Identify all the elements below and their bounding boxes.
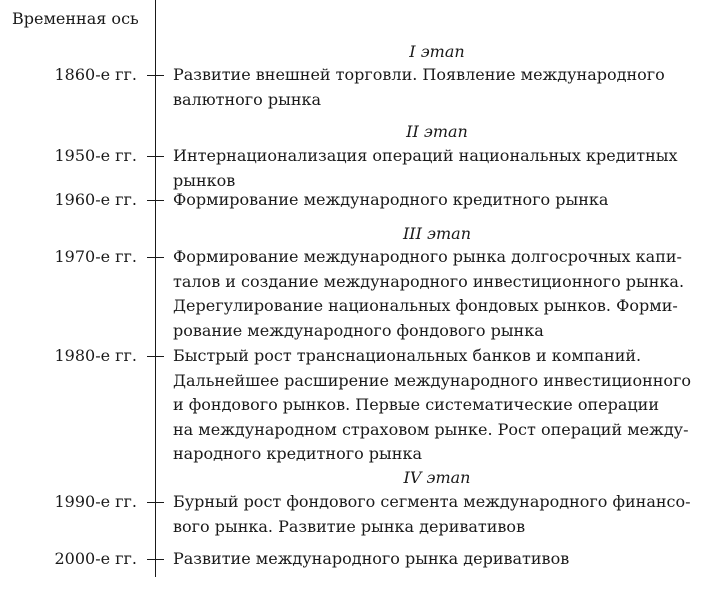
axis-title: Временная ось [12, 9, 139, 28]
event-line: рынков [173, 170, 236, 190]
axis-tick-1960s [147, 200, 164, 201]
axis-tick-1860s [147, 75, 164, 76]
axis-tick-1990s [147, 502, 164, 503]
axis-tick-2000s [147, 559, 164, 560]
event-line: валютного рынка [173, 89, 322, 109]
stage-1-heading: I этап [409, 42, 465, 61]
event-1950s [173, 144, 703, 193]
event-1990s [173, 490, 703, 539]
event-line: на международном страховом рынке. Рост операций между- [173, 419, 689, 439]
year-label-1960s: 1960-е гг. [54, 190, 137, 209]
time-axis-line [155, 0, 156, 577]
event-line: Быстрый рост транснациональных банков и компаний. [173, 346, 642, 365]
event-1980s [173, 344, 703, 467]
stage-4-heading: IV этап [403, 468, 471, 487]
event-line: народного кредитного рынка [173, 444, 422, 463]
event-line: рование международного фондового рынка [173, 320, 544, 340]
event-line: Бурный рост фондового сегмента международного финансо- [173, 492, 691, 511]
year-label-1970s: 1970-е гг. [54, 247, 137, 266]
event-line: Развитие внешней торговли. Появление международного [173, 65, 665, 84]
year-label-1860s: 1860-е гг. [54, 65, 137, 84]
event-line: талов и создание международного инвестиционного рынка. [173, 271, 685, 291]
event-line: Формирование международного кредитного рынка [173, 190, 609, 209]
event-line: Интернационализация операций национальных кредитных [173, 146, 678, 165]
stage-2-heading: II этап [406, 122, 468, 141]
event-2000s [173, 547, 703, 572]
event-1860s [173, 63, 703, 112]
stage-3-heading: III этап [402, 224, 472, 243]
year-label-1950s: 1950-е гг. [54, 146, 137, 165]
axis-tick-1950s [147, 156, 164, 157]
year-label-1980s: 1980-е гг. [54, 346, 137, 365]
event-line: вого рынка. Развитие рынка деривативов [173, 516, 526, 536]
event-line: Развитие международного рынка деривативов [173, 549, 570, 568]
axis-tick-1970s [147, 257, 164, 258]
event-1970s [173, 245, 703, 343]
axis-tick-1980s [147, 356, 164, 357]
event-line: и фондового рынков. Первые систематические операции [173, 395, 660, 414]
event-line: Дальнейшее расширение международного инвестиционного [173, 370, 692, 390]
year-label-1990s: 1990-е гг. [54, 492, 137, 511]
event-line: Дерегулирование национальных фондовых рынков. Форми- [173, 296, 678, 315]
year-label-2000s: 2000-е гг. [54, 549, 137, 568]
event-line: Формирование международного рынка долгосрочных капи- [173, 247, 682, 266]
event-1960s [173, 188, 703, 213]
